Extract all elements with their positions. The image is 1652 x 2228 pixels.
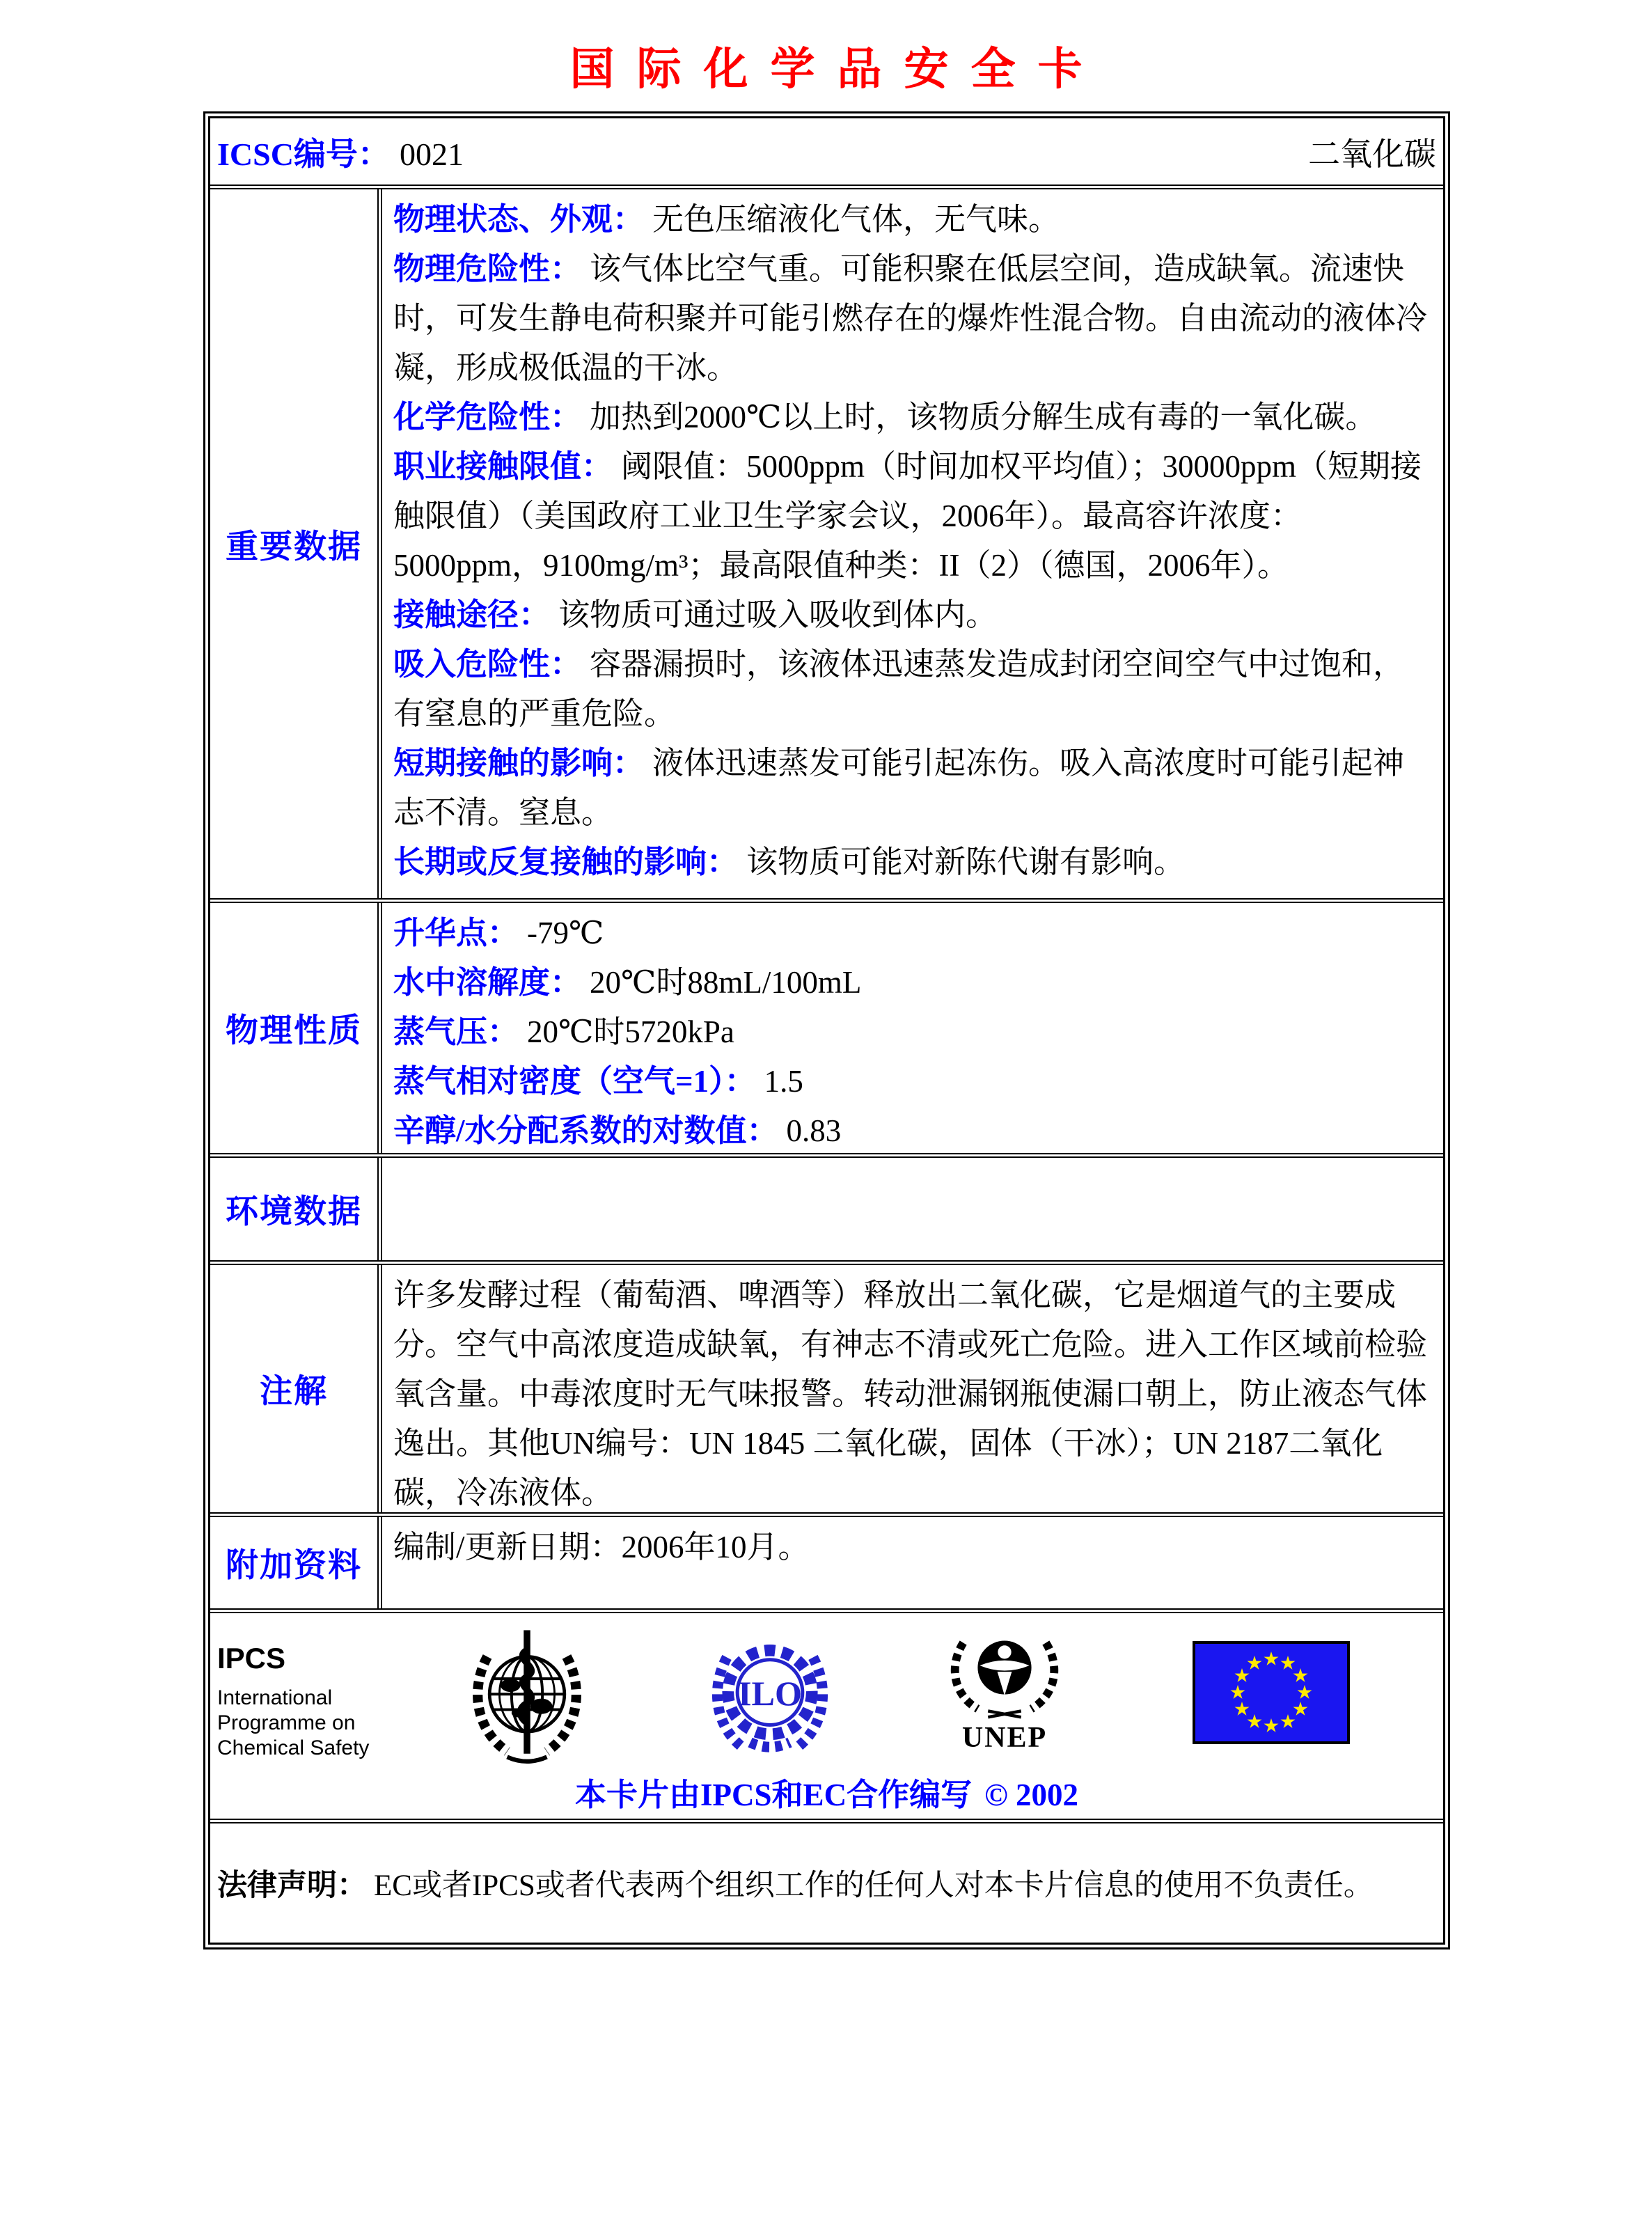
field-vapor-pressure: 蒸气压： 20℃时5720kPa (393, 1014, 734, 1049)
icsc-number-value: 0021 (399, 136, 464, 172)
ipcs-block (217, 1642, 369, 1761)
card-header-row (210, 118, 1443, 189)
ipcs-line-1: International (217, 1686, 333, 1709)
ipcs-line-2: Programme on (217, 1711, 356, 1734)
legal-text: EC或者IPCS或者代表两个组织工作的任何人对本卡片信息的使用不负责任。 (374, 1869, 1374, 1902)
section-label-important-data: 重要数据 (210, 189, 382, 898)
section-physical-properties (210, 903, 1443, 1158)
section-important-data (210, 189, 1443, 903)
section-label-notes: 注解 (210, 1265, 382, 1512)
field-octanol-water-partition: 辛醇/水分配系数的对数值： 0.83 (393, 1113, 842, 1148)
legal-row (210, 1823, 1443, 1943)
unep-logo (943, 1626, 1067, 1765)
who-logo (461, 1622, 593, 1773)
section-content-environmental-data (382, 1158, 1443, 1260)
section-content-additional-info (382, 1517, 1443, 1608)
unep-wordmark: UNEP (961, 1722, 1048, 1754)
logos-row (210, 1613, 1443, 1823)
footer-caption-text: 本卡片由IPCS和EC合作编写 (575, 1778, 973, 1812)
field-inhalation-risk: 吸入危险性： 容器漏损时，该液体迅速蒸发造成封闭空间空气中过饱和，有窒息的严重危险。 (393, 647, 1405, 731)
ipcs-acronym: IPCS (217, 1642, 286, 1674)
field-chemical-dangers: 化学危险性： 加热到2000℃以上时，该物质分解生成有毒的一氧化碳。 (393, 400, 1377, 434)
footer-copyright: © 2002 (984, 1778, 1078, 1812)
additional-info-text: 编制/更新日期：2006年10月。 (393, 1530, 810, 1564)
icsc-number-label: ICSC编号： (217, 136, 390, 172)
field-occupational-exposure-limits: 职业接触限值： 阈限值：5000ppm（时间加权平均值）；30000ppm（短期接触限值）（美国政府工业卫生学家会议，2006年）。最高容许浓度：5000ppm，9100mg/m³；最高限值种类：II（2）（德国，2006年）。 (393, 449, 1422, 583)
ilo-logo (706, 1631, 834, 1765)
substance-name: 二氧化碳 (1308, 136, 1436, 172)
field-physical-dangers: 物理危险性： 该气体比空气重。可能积聚在低层空间，造成缺氧。流速快时，可发生静电荷积聚并可能引燃存在的爆炸性混合物。自由流动的液体冷凝，形成极低温的干冰。 (393, 251, 1428, 385)
footer-caption (210, 1769, 1443, 1814)
field-long-term-effects: 长期或反复接触的影响： 该物质可能对新陈代谢有影响。 (393, 845, 1186, 879)
section-content-important-data (382, 189, 1443, 898)
field-physical-state: 物理状态、外观： 无色压缩液化气体，无气味。 (393, 202, 1060, 237)
section-label-environmental-data: 环境数据 (210, 1158, 382, 1260)
section-environmental-data (210, 1158, 1443, 1265)
section-content-notes (382, 1265, 1443, 1512)
notes-text: 许多发酵过程（葡萄酒、啤酒等）释放出二氧化碳，它是烟道气的主要成分。空气中高浓度造成缺氧，有神志不清或死亡危险。进入工作区域前检验氧含量。中毒浓度时无气味报警。转动泄漏钢瓶使漏口朝上，防止液态气体逸出。其他UN编号：UN 1845 二氧化碳，固体（干冰）；UN 2187二氧化碳，冷冻液体。 (393, 1278, 1428, 1510)
field-vapor-density: 蒸气相对密度（空气=1）： 1.5 (393, 1064, 803, 1099)
icsc-card (203, 111, 1450, 1950)
icsc-number (217, 129, 464, 175)
field-water-solubility: 水中溶解度： 20℃时88mL/100mL (393, 965, 862, 1000)
page-title: 国际化学品安全卡 (569, 45, 1105, 94)
ilo-letters: ILO (737, 1674, 803, 1713)
field-sublimation-point: 升华点： -79℃ (393, 916, 604, 950)
field-routes-of-exposure: 接触途径： 该物质可通过吸入吸收到体内。 (393, 597, 998, 632)
section-content-physical-properties (382, 903, 1443, 1153)
eu-flag (1193, 1641, 1350, 1744)
field-short-term-effects: 短期接触的影响： 液体迅速蒸发可能引起冻伤。吸入高浓度时可能引起神志不清。窒息。 (393, 746, 1405, 830)
section-additional-info (210, 1517, 1443, 1613)
section-notes (210, 1265, 1443, 1517)
section-label-physical-properties: 物理性质 (210, 903, 382, 1153)
legal-label: 法律声明： (217, 1869, 367, 1902)
ipcs-line-3: Chemical Safety (217, 1736, 370, 1759)
section-label-additional-info: 附加资料 (210, 1517, 382, 1608)
